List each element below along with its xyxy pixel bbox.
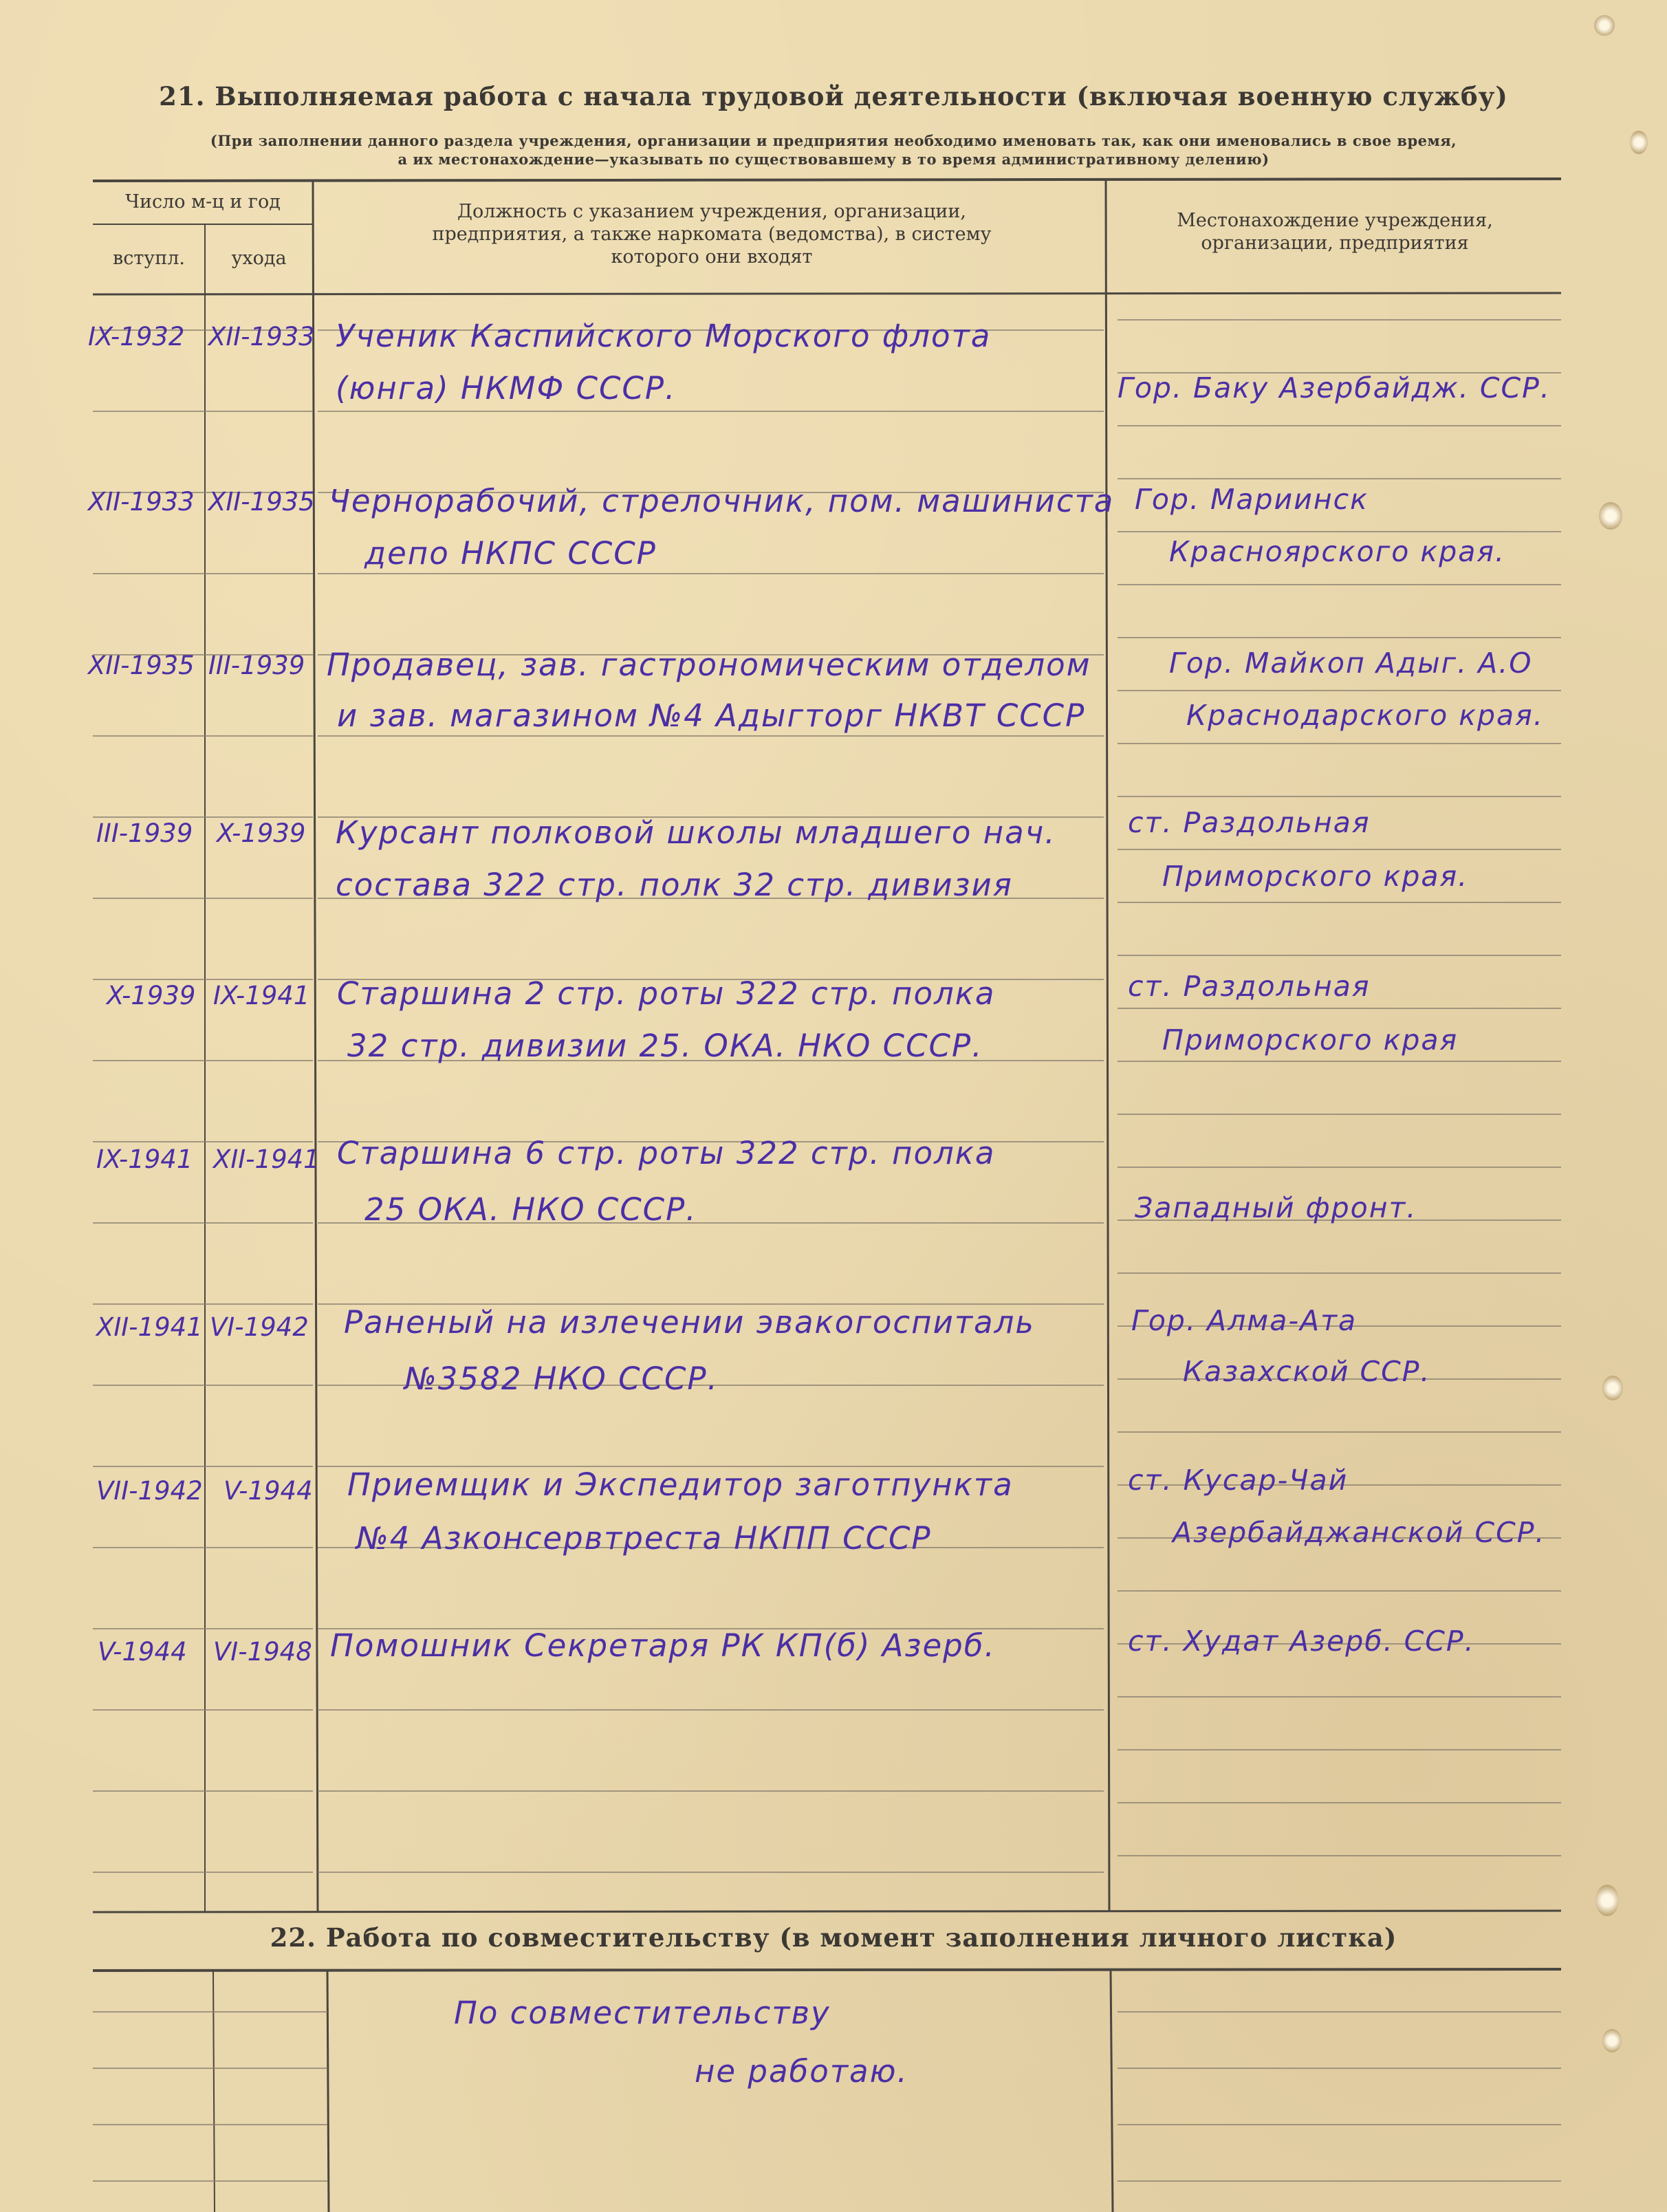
binder-hole: [1599, 502, 1622, 530]
row-5-entry: X-1939: [107, 981, 196, 1010]
header-position-line-1: Должность с указанием учреждения, организации,: [457, 201, 966, 222]
section-22-text-line-1: По совместительству: [454, 1995, 831, 2031]
row-8-position-line-1: Приемщик и Экспедитор заготпункта: [347, 1466, 1014, 1503]
row-3-entry: XII-1935: [88, 651, 195, 680]
row-2-position-line-1: Чернорабочий, стрелочник, пом. машиниста: [329, 483, 1115, 519]
row-3-position-line-2: и зав. магазином №4 Адыгторг НКВТ СССР: [337, 697, 1086, 734]
row-7-leave: VI-1942: [210, 1312, 309, 1342]
header-leave: ухода: [231, 248, 287, 269]
row-2-location-line-2: Красноярского края.: [1169, 535, 1506, 568]
row-1-position-line-2: (юнга) НКМФ СССР.: [336, 370, 677, 406]
row-2-entry: XII-1933: [88, 487, 195, 517]
binder-hole: [1602, 2029, 1622, 2052]
row-7-location-line-1: Гор. Алма-Ата: [1131, 1304, 1358, 1337]
section-21-note-line-1: (При заполнении данного раздела учреждения, организации и предприятия необходимо именовать так, как они именовались в свое время,: [210, 132, 1457, 149]
row-1-entry: IX-1932: [88, 322, 185, 351]
binder-hole: [1630, 131, 1648, 154]
row-9-leave: VI-1948: [213, 1637, 312, 1667]
row-8-location-line-2: Азербайджанской ССР.: [1173, 1516, 1546, 1549]
row-5-position-line-1: Старшина 2 стр. роты 322 стр. полка: [337, 975, 996, 1012]
row-3-location-line-1: Гор. Майкоп Адыг. А.О: [1169, 647, 1533, 680]
row-4-position-line-2: состава 322 стр. полк 32 стр. дивизия: [336, 867, 1013, 903]
row-5-position-line-2: 32 стр. дивизии 25. ОКА. НКО СССР.: [347, 1028, 983, 1064]
header-position-line-2: предприятия, а также наркомата (ведомства), в систему: [432, 224, 992, 245]
row-3-leave: III-1939: [208, 651, 305, 680]
header-position-line-3: которого они входят: [611, 246, 813, 268]
section-22-title: 22. Работа по совместительству (в момент заполнения личного листка): [270, 1922, 1397, 1953]
section-21-note-line-2: а их местонахождение—указывать по существовавшему в то время административному делению): [397, 151, 1270, 168]
row-2-position-line-2: депо НКПС СССР: [364, 535, 657, 572]
row-6-entry: IX-1941: [96, 1145, 193, 1174]
row-6-position-line-1: Старшина 6 стр. роты 322 стр. полка: [337, 1135, 996, 1171]
row-2-leave: XII-1935: [208, 487, 315, 517]
row-8-leave: V-1944: [224, 1476, 313, 1506]
row-6-position-line-2: 25 ОКА. НКО СССР.: [364, 1191, 697, 1228]
section-22-text-line-2: не работаю.: [695, 2053, 908, 2090]
row-2-location-line-1: Гор. Мариинск: [1135, 483, 1369, 516]
binder-hole: [1602, 1376, 1623, 1400]
section-21-title: 21. Выполняемая работа с начала трудовой деятельности (включая военную службу): [159, 81, 1508, 111]
row-4-leave: X-1939: [217, 818, 306, 848]
row-6-location-line-2: Западный фронт.: [1135, 1191, 1417, 1224]
row-1-leave: XII-1933: [208, 322, 315, 351]
header-date-group: Число м-ц и год: [125, 191, 281, 213]
row-7-position-line-2: №3582 НКО СССР.: [404, 1360, 719, 1397]
header-location-line-2: организации, предприятия: [1201, 232, 1469, 254]
row-4-location-line-1: ст. Раздольная: [1128, 806, 1371, 839]
row-7-entry: XII-1941: [96, 1312, 203, 1342]
row-6-leave: XII-1941: [213, 1145, 320, 1174]
row-8-location-line-1: ст. Кусар-Чай: [1128, 1464, 1349, 1497]
row-7-location-line-2: Казахской ССР.: [1183, 1355, 1431, 1388]
header-entry: вступл.: [113, 248, 185, 269]
row-3-location-line-2: Краснодарского края.: [1186, 699, 1544, 732]
row-4-entry: III-1939: [96, 818, 193, 848]
row-3-position-line-1: Продавец, зав. гастрономическим отделом: [327, 647, 1091, 683]
row-4-position-line-1: Курсант полковой школы младшего нач.: [336, 814, 1056, 851]
row-9-position-line-1: Помошник Секретаря РК КП(б) Азерб.: [330, 1627, 996, 1664]
row-9-entry: V-1944: [98, 1637, 187, 1667]
row-7-position-line-1: Раненый на излечении эвакогоспиталь: [344, 1304, 1035, 1341]
row-5-location-line-1: ст. Раздольная: [1128, 970, 1371, 1003]
row-8-entry: VII-1942: [96, 1476, 203, 1506]
binder-hole: [1595, 1885, 1619, 1916]
header-location-line-1: Местонахождение учреждения,: [1177, 210, 1493, 231]
row-8-position-line-2: №4 Азконсервтреста НКПП СССР: [356, 1520, 932, 1557]
row-1-position-line-1: Ученик Каспийского Морского флота: [336, 318, 992, 354]
binder-hole: [1594, 15, 1615, 36]
row-9-location-line-1: ст. Худат Азерб. ССР.: [1128, 1625, 1475, 1658]
row-4-location-line-2: Приморского края.: [1162, 860, 1469, 893]
row-5-location-line-2: Приморского края: [1162, 1023, 1459, 1056]
row-5-leave: IX-1941: [213, 981, 310, 1010]
row-1-location-line-2: Гор. Баку Азербайдж. ССР.: [1118, 371, 1551, 404]
